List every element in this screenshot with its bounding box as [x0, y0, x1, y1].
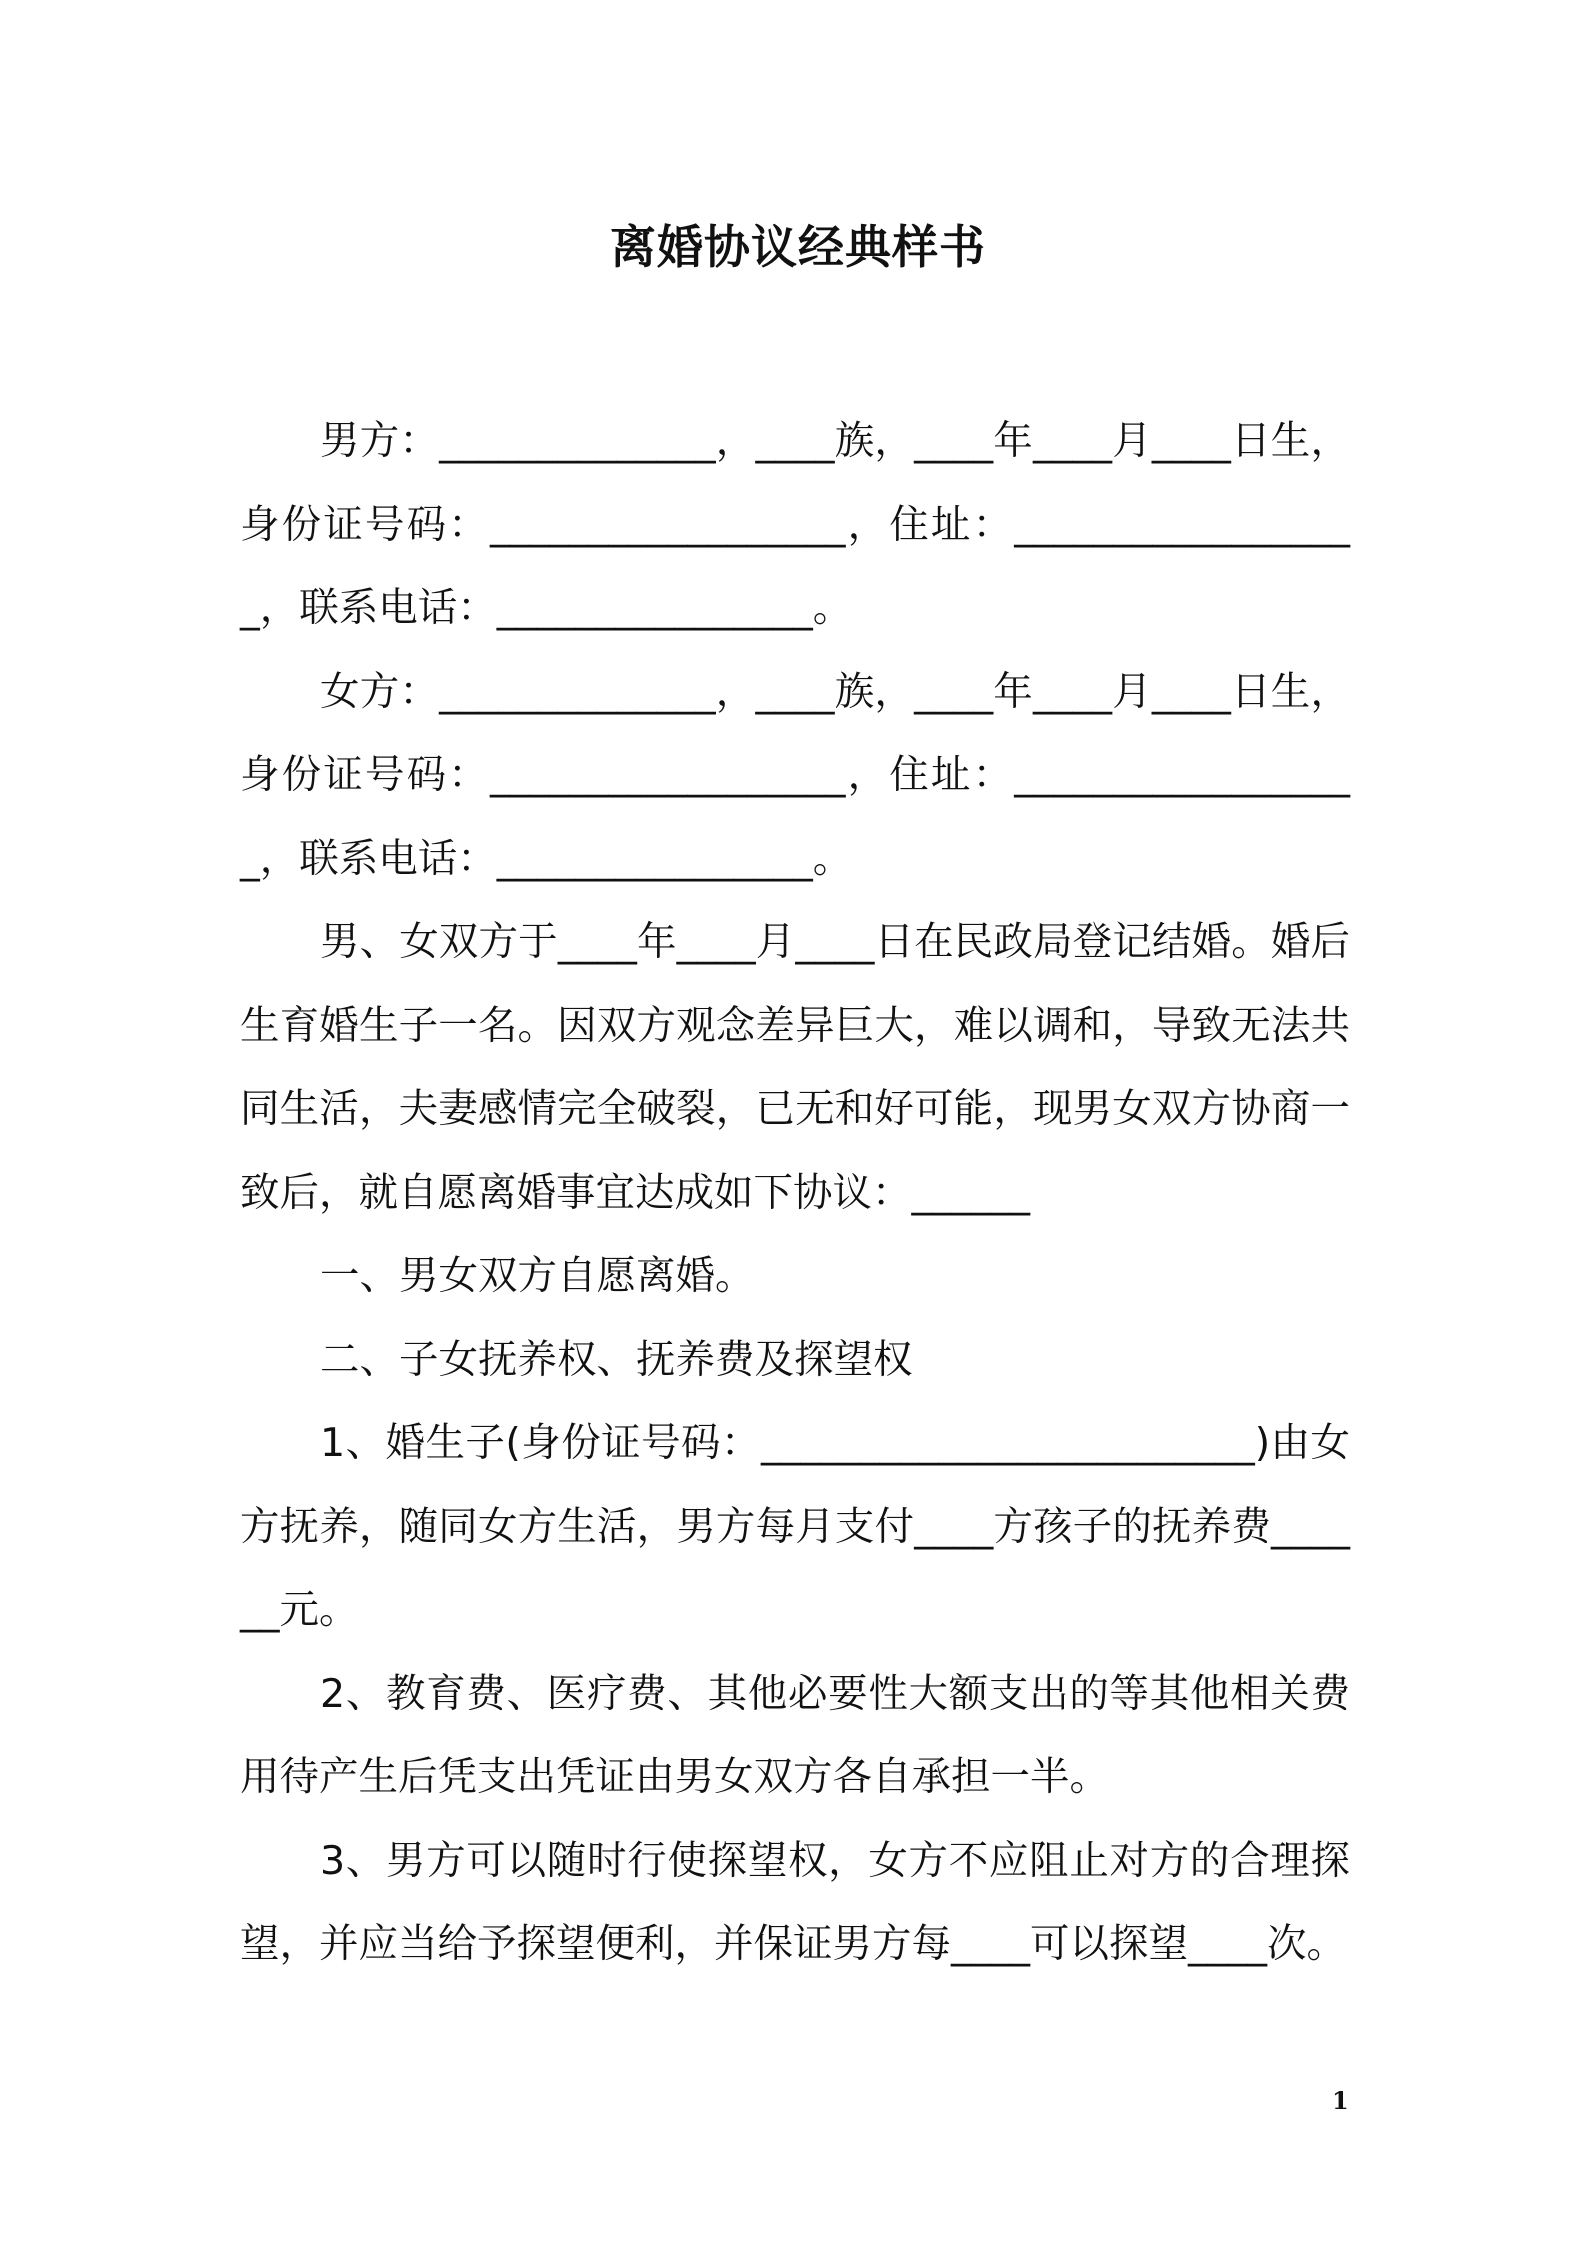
document-body [240, 400, 1350, 1987]
page-number: 1 [1332, 2086, 1349, 2115]
paragraph-marriage-background: 男、女双方于____年____月____日在民政局登记结婚。婚后生育婚生子一名。因双方观念差异巨大，难以调和，导致无法共同生活，夫妻感情完全破裂，已无和好可能，现男女双方协商一致后，就自愿离婚事宜达成如下协议：______ [240, 919, 1350, 1216]
document-title: 离婚协议经典样书 [610, 220, 986, 274]
paragraph-clause-1: 一、男女双方自愿离婚。 [320, 1253, 755, 1299]
paragraph-clause-2-item-2: 2、教育费、医疗费、其他必要性大额支出的等其他相关费用待产生后凭支出凭证由男女双方各自承担一半。 [240, 1670, 1350, 1800]
paragraph-female-party-info: 女方：______________，____族，____年____月____日生，身份证号码：__________________，住址：__________________，联系电话：________________。 [240, 668, 1350, 882]
paragraph-clause-2-heading: 二、子女抚养权、抚养费及探望权 [320, 1336, 913, 1383]
paragraph-clause-2-item-1: 1、婚生子(身份证号码：_________________________)由女方抚养，随同女方生活，男方每月支付____方孩子的抚养费______元。 [240, 1420, 1350, 1633]
paragraph-clause-2-item-3: 3、男方可以随时行使探望权，女方不应阻止对方的合理探望，并应当给予探望便利，并保证男方每____可以探望____次。 [240, 1837, 1350, 1967]
paragraph-male-party-info: 男方：______________，____族，____年____月____日生，身份证号码：__________________，住址：__________________，联系电话：________________。 [240, 418, 1350, 631]
